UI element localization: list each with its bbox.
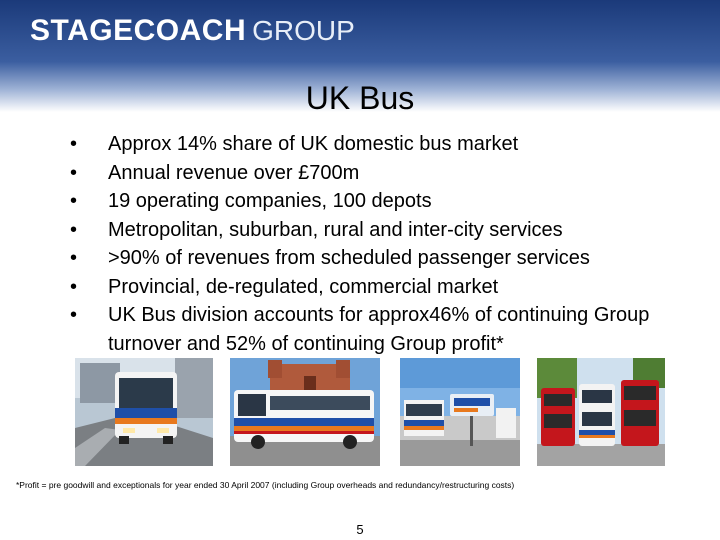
double-decker-buses-photo <box>537 358 665 466</box>
logo-wordmark: STAGECOACH <box>30 14 247 47</box>
bullet-text: Metropolitan, suburban, rural and inter-city services <box>108 218 563 241</box>
bullet-item <box>70 159 710 188</box>
photo-strip <box>75 358 665 466</box>
bullet-marker: • <box>70 161 78 184</box>
bullet-item <box>70 273 710 302</box>
slide-title: UK Bus <box>305 80 415 116</box>
bullet-marker: • <box>70 275 78 298</box>
bullet-text: Annual revenue over £700m <box>108 161 360 184</box>
bullet-text: 19 operating companies, 100 depots <box>108 190 432 212</box>
page-number: 5 <box>356 522 364 537</box>
coach-at-castle-photo <box>230 358 380 466</box>
bullet-item <box>70 301 710 358</box>
bullet-marker: • <box>70 218 78 241</box>
bullet-list <box>70 130 710 358</box>
footnote: *Profit = pre goodwill and exceptionals for year ended 30 April 2007 (including Group overheads and redundancy/restructuring costs) <box>16 480 515 490</box>
bullet-marker: • <box>70 304 78 326</box>
buses-at-stop-photo <box>400 358 520 466</box>
bullet-text: UK Bus division accounts for approx46% of continuing Group turnover and 52% of continuing Group profit* <box>108 304 650 355</box>
stagecoach-logo <box>30 14 355 54</box>
bullet-item <box>70 187 710 216</box>
bullet-item <box>70 216 710 245</box>
bullet-marker: • <box>70 133 78 155</box>
bullet-text: Provincial, de-regulated, commercial market <box>108 275 499 298</box>
bullet-marker: • <box>70 190 78 212</box>
bullet-text: >90% of revenues from scheduled passenger services <box>108 247 590 269</box>
bus-on-road-photo <box>75 358 213 466</box>
bullet-text: Approx 14% share of UK domestic bus market <box>108 133 519 155</box>
bullet-item <box>70 130 710 159</box>
bullet-item <box>70 244 710 273</box>
bullet-marker: • <box>70 247 78 269</box>
logo-group-text: GROUP <box>252 15 355 46</box>
